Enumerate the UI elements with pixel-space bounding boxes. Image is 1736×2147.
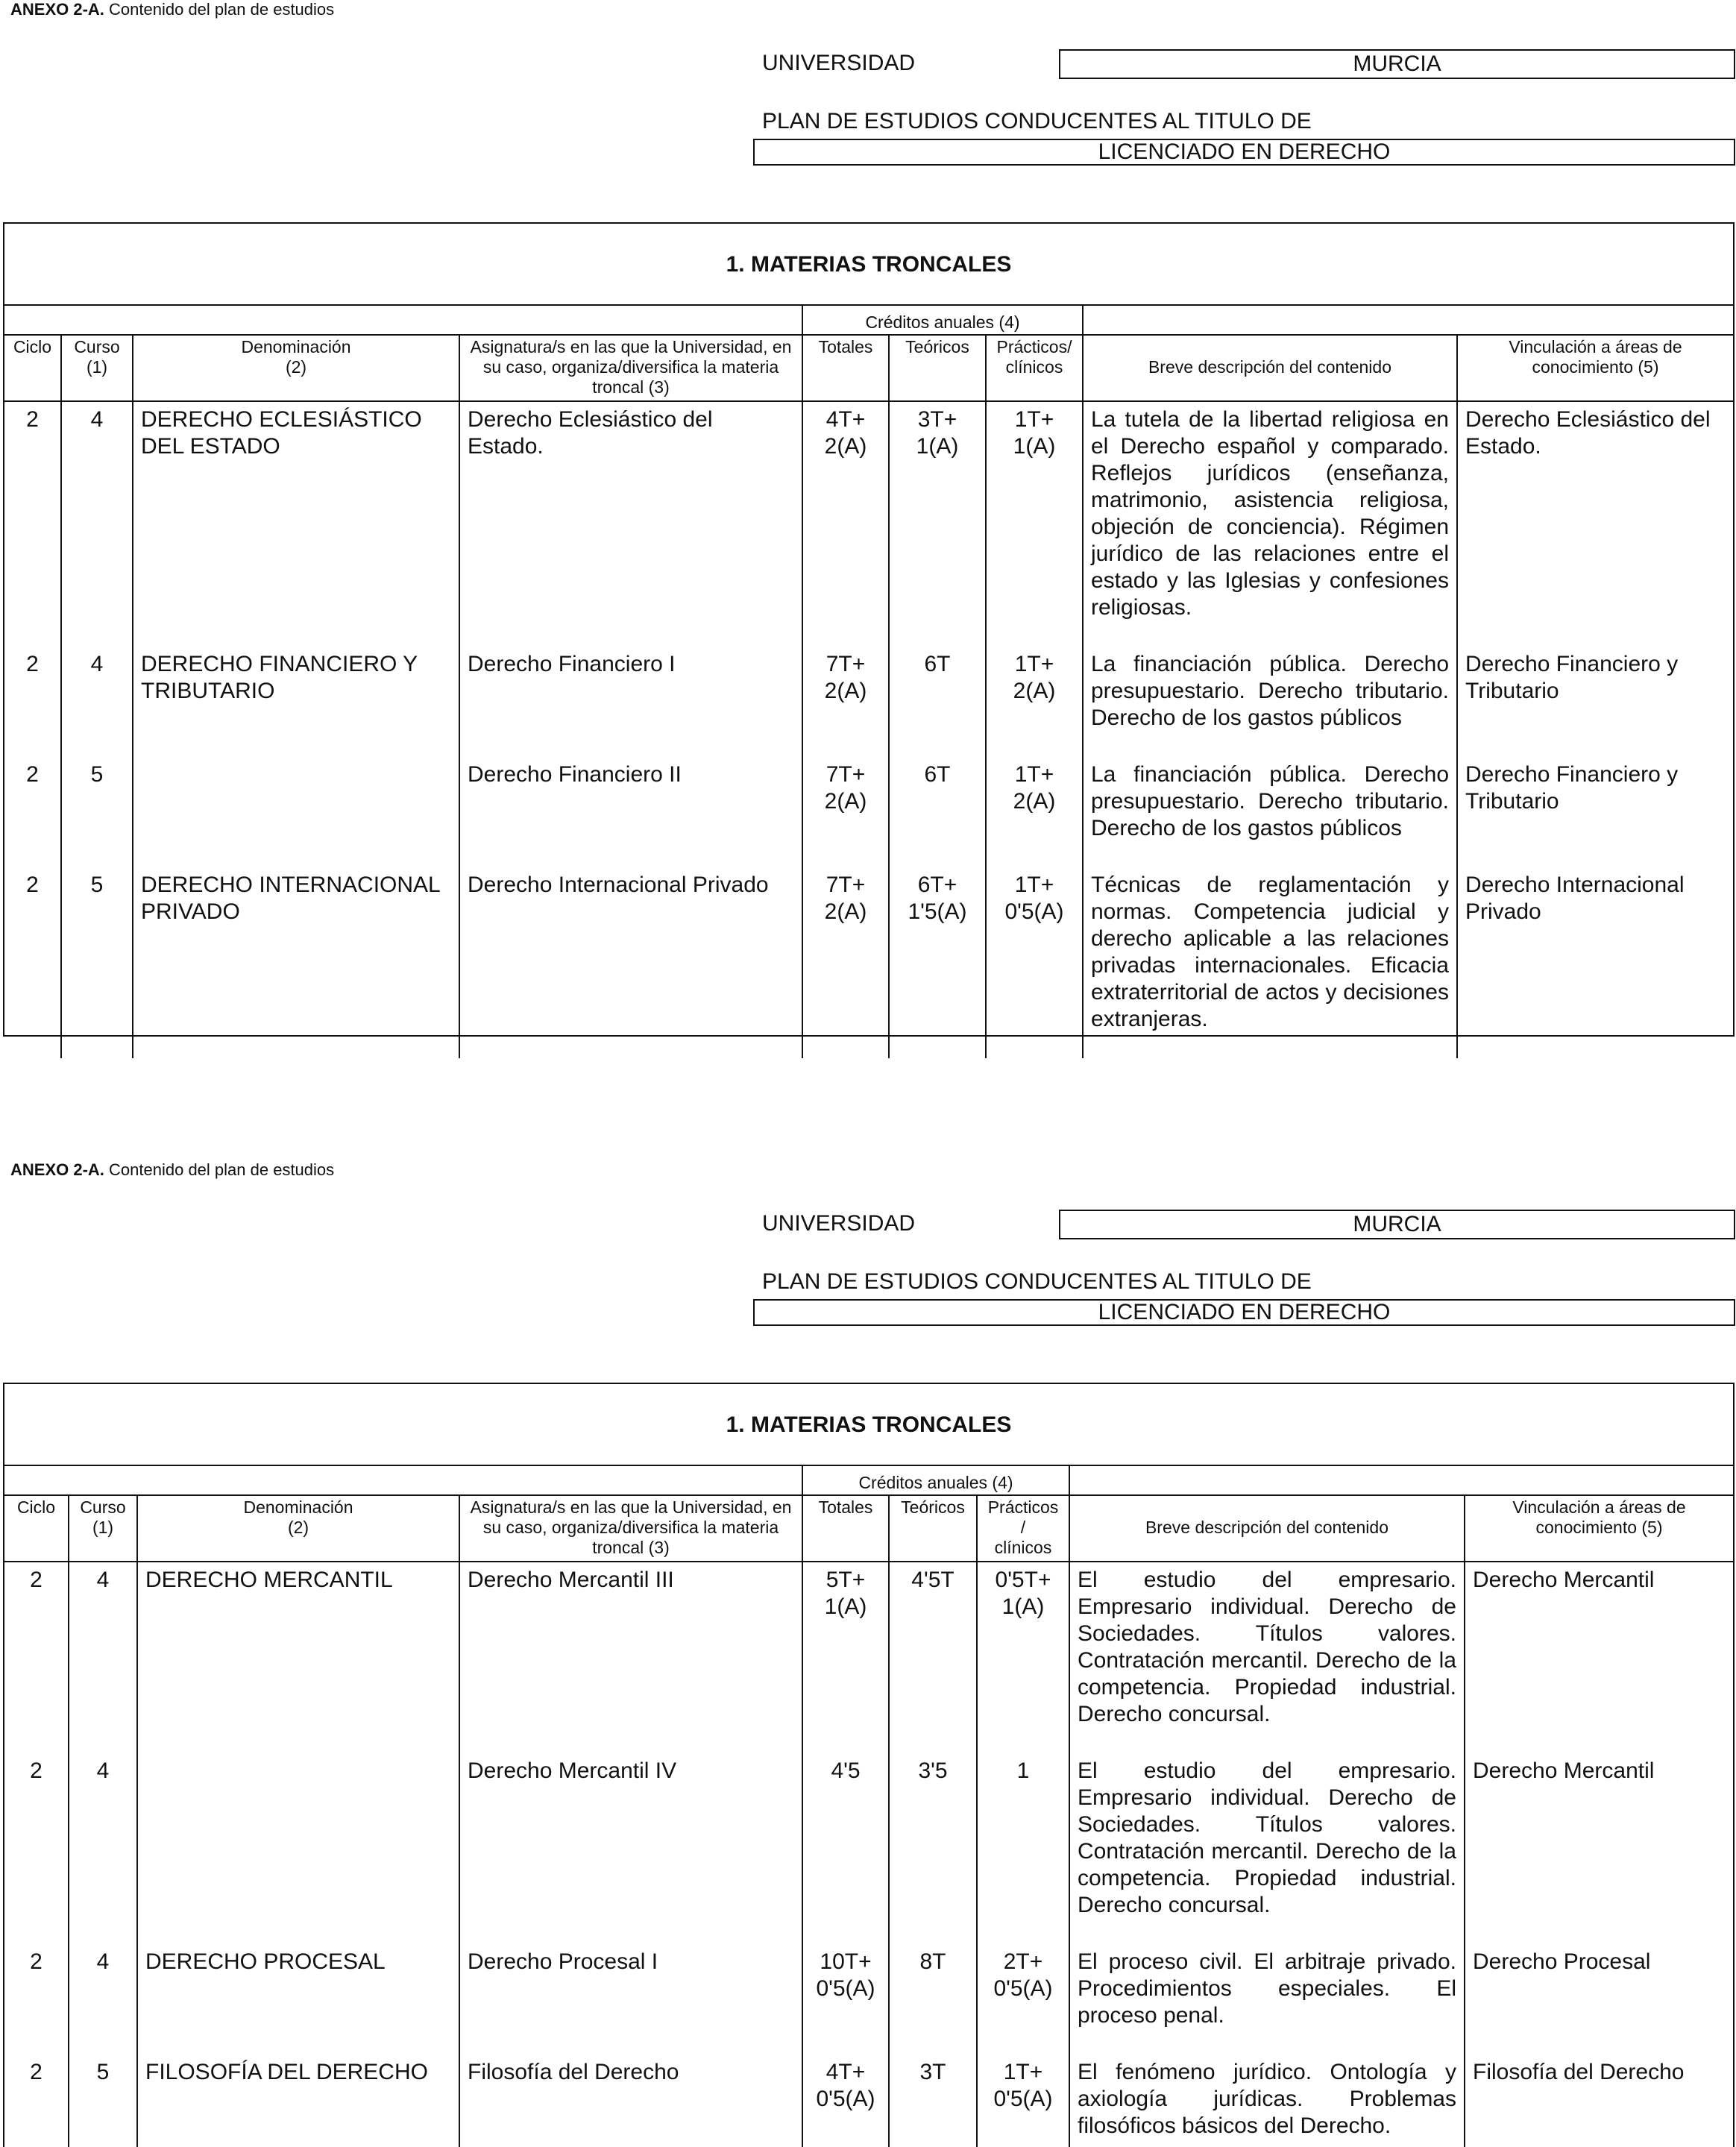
- cell-teoricos: 6T+ 1'5(A): [889, 867, 986, 1058]
- col-asignatura: Asignatura/s en las que la Universidad, en su caso, organiza/diversifica la materia troncal (3): [459, 1495, 802, 1562]
- cell-descripcion: El estudio del empresario. Empresario individual. Derecho de Sociedades. Títulos valores. Contratación mercantil. Derecho de la competencia. Propiedad industrial. Derecho concursal.: [1069, 1753, 1465, 1944]
- col-curso: Curso (1): [69, 1495, 137, 1562]
- anexo-heading: ANEXO 2-A. Contenido del plan de estudios: [10, 0, 335, 19]
- cell-vinculacion: Derecho Internacional Privado: [1457, 867, 1733, 1058]
- materias-table: [4, 304, 1733, 1058]
- cell-descripcion: La financiación pública. Derecho presupuestario. Derecho tributario. Derecho de los gastos públicos: [1083, 757, 1457, 867]
- cell-descripcion: El estudio del empresario. Empresario individual. Derecho de Sociedades. Títulos valores. Contratación mercantil. Derecho de la competencia. Propiedad industrial. Derecho concursal.: [1069, 1562, 1465, 1753]
- cell-denominacion: DERECHO PROCESAL: [137, 1944, 459, 2055]
- table-row: [4, 2055, 1733, 2147]
- cell-totales: 4'5: [802, 1753, 889, 1944]
- table-body: [4, 1562, 1733, 2147]
- cell-practicos: 1T+ 2(A): [986, 647, 1083, 757]
- col-teoricos: Teóricos: [889, 1495, 977, 1562]
- table-row: [4, 401, 1733, 647]
- col-vinculacion: Vinculación a áreas de conocimiento (5): [1465, 1495, 1733, 1562]
- cell-vinculacion: Derecho Mercantil: [1465, 1562, 1733, 1753]
- col-teoricos: Teóricos: [889, 335, 986, 401]
- cell-asignatura: Derecho Mercantil III: [459, 1562, 802, 1753]
- cell-vinculacion: Filosofía del Derecho: [1465, 2055, 1733, 2147]
- plan-value: LICENCIADO EN DERECHO: [753, 1299, 1735, 1326]
- materias-table: [4, 1465, 1733, 2147]
- cell-ciclo: 2: [30, 1758, 43, 1783]
- cell-teoricos: 6T: [889, 647, 986, 757]
- cell-practicos: 2T+ 0'5(A): [977, 1944, 1069, 2055]
- cell-totales: 4T+ 0'5(A): [802, 2055, 889, 2147]
- col-breve: Breve descripción del contenido: [1083, 335, 1457, 401]
- col-ciclo: Ciclo: [4, 335, 61, 401]
- cell-teoricos: 3'5: [889, 1753, 977, 1944]
- cell-asignatura: Derecho Mercantil IV: [459, 1753, 802, 1944]
- universidad-value: MURCIA: [1059, 49, 1735, 79]
- col-asignatura: Asignatura/s en las que la Universidad, en su caso, organiza/diversifica la materia troncal (3): [459, 335, 802, 401]
- col-practicos: Prácticos / clínicos: [977, 1495, 1069, 1562]
- universidad-label: UNIVERSIDAD: [762, 51, 916, 75]
- creditos-header: Créditos anuales (4): [802, 1465, 1069, 1495]
- section-title: 1. MATERIAS TRONCALES: [726, 1412, 1012, 1437]
- table-row: [4, 1753, 1733, 1944]
- plan-label: PLAN DE ESTUDIOS CONDUCENTES AL TITULO DE: [762, 1269, 1312, 1294]
- cell-curso: 4: [69, 1753, 137, 1944]
- cell-totales: 10T+ 0'5(A): [802, 1944, 889, 2055]
- cell-asignatura: Derecho Financiero II: [459, 757, 802, 867]
- cell-denominacion: FILOSOFÍA DEL DERECHO: [137, 2055, 459, 2147]
- cell-curso: 4: [61, 401, 133, 647]
- cell-ciclo: 2: [26, 652, 39, 676]
- cell-teoricos: 3T+ 1(A): [889, 401, 986, 647]
- cell-ciclo: 2: [26, 762, 39, 787]
- cell-ciclo: 2: [30, 1568, 43, 1592]
- cell-curso: 4: [69, 1944, 137, 2055]
- cell-asignatura: Derecho Eclesiástico del Estado.: [459, 401, 802, 647]
- cell-denominacion: DERECHO ECLESIÁSTICO DEL ESTADO: [133, 401, 459, 647]
- col-ciclo: Ciclo: [4, 1495, 69, 1562]
- cell-descripcion: Técnicas de reglamentación y normas. Competencia judicial y derecho aplicable a las relaciones privadas internacionales. Eficacia extraterritorial de actos y decisiones extranjeras.: [1083, 867, 1457, 1058]
- cell-practicos: 1T+ 1(A): [986, 401, 1083, 647]
- col-totales: Totales: [802, 335, 889, 401]
- cell-descripcion: La tutela de la libertad religiosa en el Derecho español y comparado. Reflejos jurídicos (enseñanza, matrimonio, asistencia religiosa, objeción de conciencia). Régimen jurídico de las relaciones entre el estado y las Iglesias y confesiones religiosas.: [1083, 401, 1457, 647]
- col-practicos: Prácticos/ clínicos: [986, 335, 1083, 401]
- table-row: [4, 1944, 1733, 2055]
- cell-teoricos: 3T: [889, 2055, 977, 2147]
- cell-asignatura: Derecho Procesal I: [459, 1944, 802, 2055]
- cell-curso: 5: [61, 867, 133, 1058]
- cell-ciclo: 2: [26, 873, 39, 897]
- cell-totales: 7T+ 2(A): [802, 757, 889, 867]
- cell-vinculacion: Derecho Mercantil: [1465, 1753, 1733, 1944]
- plan-label: PLAN DE ESTUDIOS CONDUCENTES AL TITULO DE: [762, 109, 1312, 133]
- cell-ciclo: 2: [30, 2060, 43, 2084]
- cell-denominacion: [137, 1753, 459, 1944]
- cell-denominacion: DERECHO FINANCIERO Y TRIBUTARIO: [133, 647, 459, 757]
- cell-practicos: 1T+ 0'5(A): [977, 2055, 1069, 2147]
- materias-frame: [3, 1383, 1735, 2147]
- cell-practicos: 1T+ 2(A): [986, 757, 1083, 867]
- universidad-value: MURCIA: [1059, 1210, 1735, 1239]
- cell-denominacion: DERECHO INTERNACIONAL PRIVADO: [133, 867, 459, 1058]
- cell-vinculacion: Derecho Financiero y Tributario: [1457, 757, 1733, 867]
- table-row: [4, 647, 1733, 757]
- cell-curso: 5: [69, 2055, 137, 2147]
- creditos-header: Créditos anuales (4): [802, 305, 1083, 335]
- materias-frame: [3, 222, 1735, 1037]
- cell-asignatura: Filosofía del Derecho: [459, 2055, 802, 2147]
- anexo-heading: ANEXO 2-A. Contenido del plan de estudios: [10, 1160, 335, 1179]
- cell-vinculacion: Derecho Financiero y Tributario: [1457, 647, 1733, 757]
- cell-asignatura: Derecho Internacional Privado: [459, 867, 802, 1058]
- cell-curso: 4: [69, 1562, 137, 1753]
- cell-practicos: 0'5T+ 1(A): [977, 1562, 1069, 1753]
- cell-teoricos: 8T: [889, 1944, 977, 2055]
- plan-value: LICENCIADO EN DERECHO: [753, 139, 1735, 166]
- table-row: [4, 1562, 1733, 1753]
- cell-totales: 5T+ 1(A): [802, 1562, 889, 1753]
- cell-teoricos: 6T: [889, 757, 986, 867]
- cell-vinculacion: Derecho Eclesiástico del Estado.: [1457, 401, 1733, 647]
- cell-asignatura: Derecho Financiero I: [459, 647, 802, 757]
- table-row: [4, 757, 1733, 867]
- cell-vinculacion: Derecho Procesal: [1465, 1944, 1733, 2055]
- cell-denominacion: [133, 757, 459, 867]
- col-vinculacion: Vinculación a áreas de conocimiento (5): [1457, 335, 1733, 401]
- col-totales: Totales: [802, 1495, 889, 1562]
- cell-practicos: 1: [977, 1753, 1069, 1944]
- cell-curso: 5: [61, 757, 133, 867]
- col-breve: Breve descripción del contenido: [1069, 1495, 1465, 1562]
- cell-totales: 7T+ 2(A): [802, 867, 889, 1058]
- universidad-label: UNIVERSIDAD: [762, 1211, 916, 1236]
- section-title: 1. MATERIAS TRONCALES: [726, 252, 1012, 277]
- cell-descripcion: El fenómeno jurídico. Ontología y axiología jurídicas. Problemas filosóficos básicos del Derecho.: [1069, 2055, 1465, 2147]
- cell-totales: 4T+ 2(A): [802, 401, 889, 647]
- col-denominacion: Denominación (2): [137, 1495, 459, 1562]
- cell-descripcion: La financiación pública. Derecho presupuestario. Derecho tributario. Derecho de los gastos públicos: [1083, 647, 1457, 757]
- cell-ciclo: 2: [26, 407, 39, 432]
- cell-descripcion: El proceso civil. El arbitraje privado. Procedimientos especiales. El proceso penal.: [1069, 1944, 1465, 2055]
- col-denominacion: Denominación (2): [133, 335, 459, 401]
- col-curso: Curso (1): [61, 335, 133, 401]
- cell-ciclo: 2: [30, 1949, 43, 1974]
- table-body: [4, 401, 1733, 1058]
- cell-curso: 4: [61, 647, 133, 757]
- cell-practicos: 1T+ 0'5(A): [986, 867, 1083, 1058]
- cell-teoricos: 4'5T: [889, 1562, 977, 1753]
- cell-totales: 7T+ 2(A): [802, 647, 889, 757]
- table-row: [4, 867, 1733, 1058]
- cell-denominacion: DERECHO MERCANTIL: [137, 1562, 459, 1753]
